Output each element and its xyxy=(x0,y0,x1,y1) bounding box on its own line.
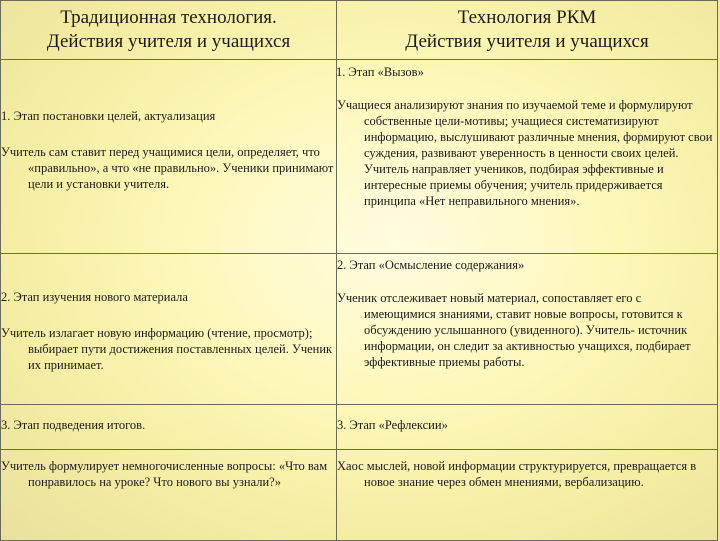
stage1-traditional-title: 1. Этап постановки целей, актуализация xyxy=(1,109,216,123)
header-traditional-line1: Традиционная технология. xyxy=(60,7,277,28)
stage3-rkm-text: Хаос мыслей, новой информации структурируется, превращается в новое знание через обмен мнениями, вербализацию. xyxy=(337,459,697,489)
header-rkm-line2: Действия учителя и учащихся xyxy=(405,31,649,52)
header-traditional xyxy=(1,1,337,60)
stage1-traditional-cell xyxy=(1,60,337,254)
header-rkm-line1: Технология РКМ xyxy=(457,7,597,28)
stage3-traditional-title-cell xyxy=(1,405,337,450)
stage1-rkm-title: 1. Этап «Вызов» xyxy=(336,65,424,79)
stage3-rkm-title-cell xyxy=(337,405,718,450)
stage2-rkm-cell xyxy=(337,254,718,405)
stage2-traditional-text: Учитель излагает новую информацию (чтение, просмотр); выбирает пути достижения поставленных целей. Ученик их принимает. xyxy=(1,326,333,372)
stage3-rkm-title: 3. Этап «Рефлексии» xyxy=(337,418,448,432)
header-traditional-line2: Действия учителя и учащихся xyxy=(46,31,291,52)
stage1-rkm-cell xyxy=(337,60,718,254)
header-rkm xyxy=(337,1,718,60)
stage3-traditional-title: 3. Этап подведения итогов. xyxy=(1,418,146,432)
stage3-traditional-cell xyxy=(1,450,337,541)
stage2-rkm-text: Ученик отслеживает новый материал, сопоставляет его с имеющимися знаниями, ставит новые вопросы, готовится к обсуждению услышанного (увиденного). Учитель- источник информации, он следит за активностью учащихся, подбирает эффективные приемы работы. xyxy=(337,291,691,369)
stage3-rkm-cell xyxy=(337,450,718,541)
stage3-traditional-text: Учитель формулирует немногочисленные вопросы: «Что вам понравилось на уроке? Что нового вы узнали?» xyxy=(1,459,328,489)
stage1-traditional-text: Учитель сам ставит перед учащимися цели, определяет, что «правильно», а что «не правильно». Ученики принимают цели и установки учителя. xyxy=(1,145,334,191)
stage2-traditional-cell xyxy=(1,254,337,405)
stage2-traditional-title: 2. Этап изучения нового материала xyxy=(1,290,188,304)
stage1-rkm-text: Учащиеся анализируют знания по изучаемой теме и формулируют собственные цели-мотивы; учащиеся систематизируют информацию, выслушивают различные мнения, формируют свои суждения, развивают уверенность в ценности своих целей. Учитель направляет учеников, подбирая эффективные и интересные приемы обучения; учитель придерживается принципа «Нет неправильного мнения». xyxy=(337,98,713,208)
stage2-rkm-title: 2. Этап «Осмысление содержания» xyxy=(337,258,525,272)
